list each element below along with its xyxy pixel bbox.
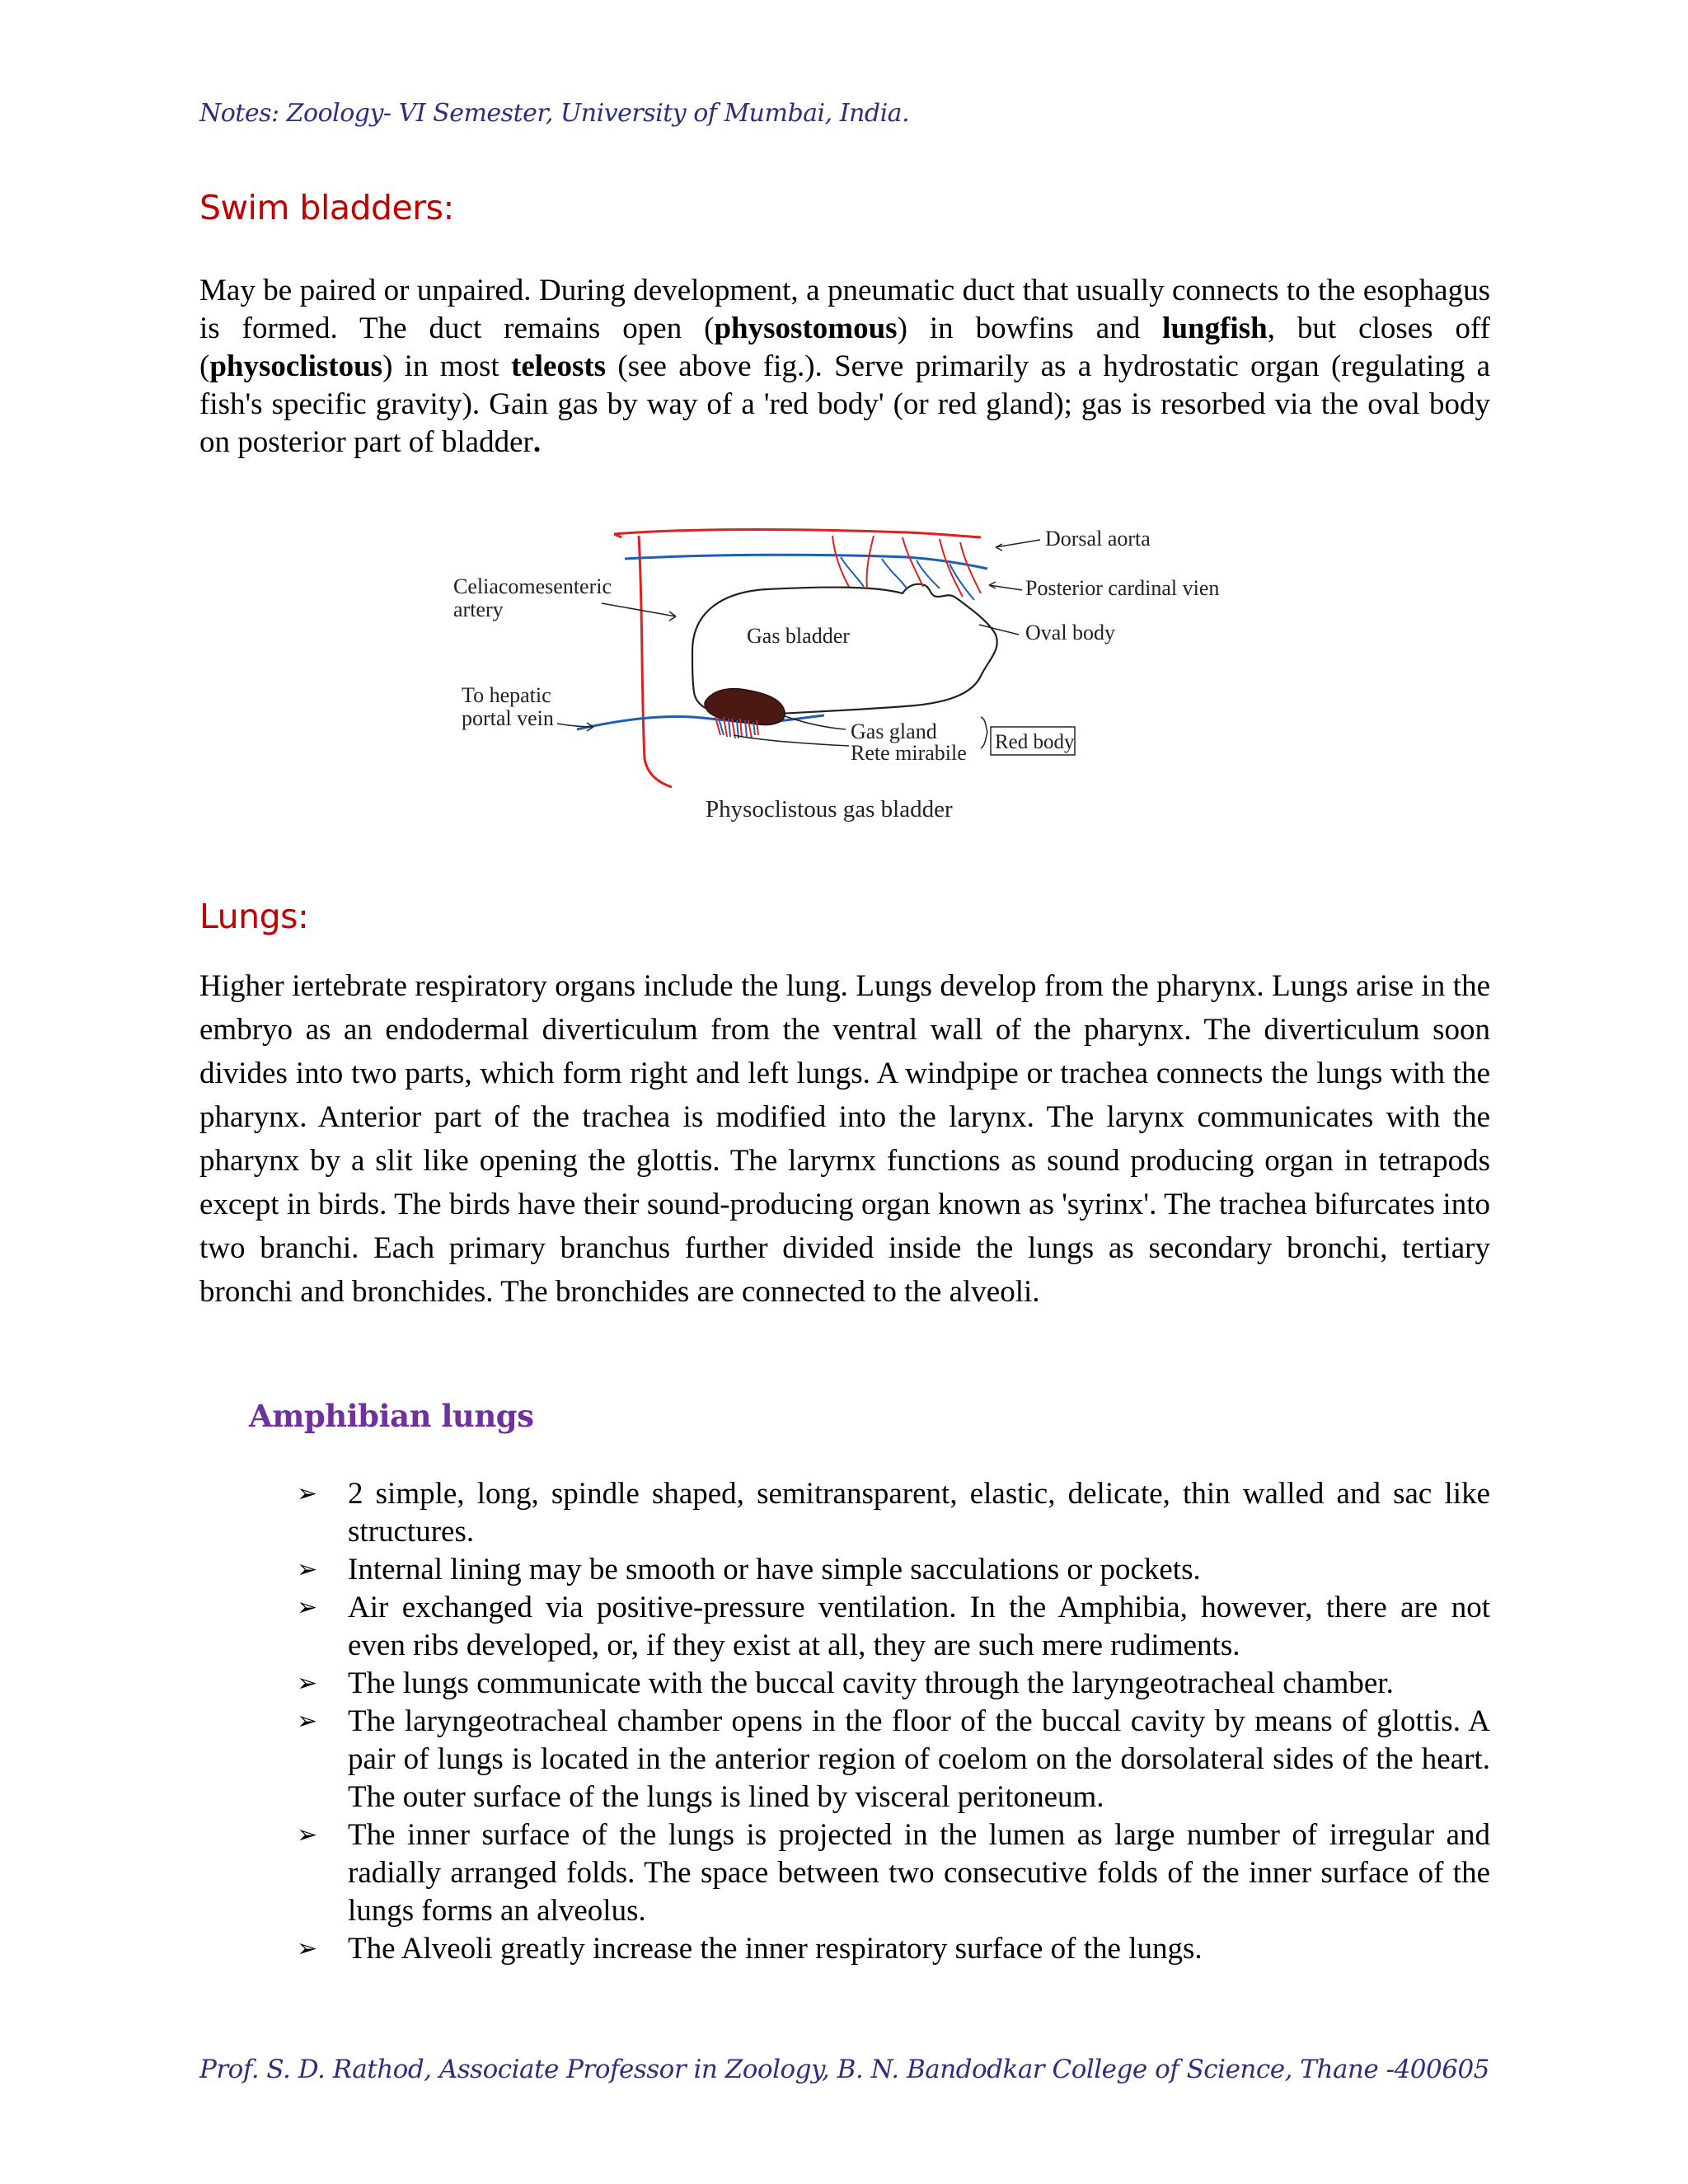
label-celiac-1: Celiacomesenteric bbox=[453, 574, 612, 598]
bullet-text: 2 simple, long, spindle shaped, semitransparent, elastic, delicate, thin walled and sac like structures. bbox=[348, 1477, 1490, 1549]
label-red-body: Red body bbox=[995, 731, 1075, 753]
label-celiac-2: artery bbox=[453, 598, 504, 621]
bullet-item bbox=[297, 1816, 1490, 1930]
bullet-text: Air exchanged via positive-pressure ventilation. In the Amphibia, however, there are not even ribs developed, or, if they exist at all, they are such mere rudiments. bbox=[348, 1591, 1490, 1662]
amphibian-lungs-list bbox=[297, 1475, 1490, 1968]
label-gas-gland: Gas gland bbox=[851, 719, 937, 743]
celiac-artery-vessel bbox=[639, 536, 672, 787]
label-posterior-cardinal: Posterior cardinal vien bbox=[1025, 576, 1220, 600]
bullet-text: The Alveoli greatly increase the inner respiratory surface of the lungs. bbox=[348, 1932, 1203, 1966]
lungs-paragraph: Higher iertebrate respiratory organs include the lung. Lungs develop from the pharynx. Lungs arise in the embryo as an endodermal diverticulum from the ventral wall of the pharynx. The diverticulum soon divides into two parts, which form right and left lungs. A windpipe or trachea connects the lungs with the pharynx. Anterior part of the trachea is modified into the larynx. The larynx communicates with the pharynx by a slit like opening the glottis. The laryrnx functions as sound producing organ in tetrapods except in birds. The birds have their sound-producing organ known as 'syrinx'. The trachea bifurcates into two branchi. Each primary branchus further divided inside the lungs as secondary bronchi, tertiary bronchi and bronchides. The bronchides are connected to the alveoli. bbox=[199, 969, 1490, 1309]
arrow-bullet-icon: ➢ bbox=[297, 1669, 318, 1698]
label-hepatic-1: To hepatic bbox=[462, 683, 551, 707]
bullet-text: Internal lining may be smooth or have simple sacculations or pockets. bbox=[348, 1553, 1201, 1586]
bullet-item bbox=[297, 1930, 1490, 1968]
bullet-item bbox=[297, 1589, 1490, 1665]
label-dorsal-aorta: Dorsal aorta bbox=[1045, 527, 1151, 551]
bullet-item bbox=[297, 1551, 1490, 1589]
arrow-bullet-icon: ➢ bbox=[297, 1934, 318, 1963]
posterior-cardinal-vein-vessel bbox=[625, 555, 987, 569]
section-title-swim-bladders: Swim bladders: bbox=[199, 188, 454, 227]
bullet-text: The lungs communicate with the buccal cavity through the laryngeotracheal chamber. bbox=[348, 1666, 1394, 1700]
label-gas-bladder: Gas bladder bbox=[747, 624, 850, 648]
bullet-text: The inner surface of the lungs is projected in the lumen as large number of irregular and radially arranged folds. The space between two consecutive folds of the inner surface of the lungs forms an alveolus. bbox=[348, 1818, 1490, 1928]
label-hepatic-2: portal vein bbox=[462, 706, 554, 730]
arrow-bullet-icon: ➢ bbox=[297, 1593, 318, 1622]
bullet-text: The laryngeotracheal chamber opens in the floor of the buccal cavity by means of glottis. A pair of lungs is located in the anterior region of coelom on the dorsolateral sides of the heart. The outer surface of the lungs is lined by visceral peritoneum. bbox=[348, 1704, 1490, 1814]
dorsal-aorta-vessel bbox=[614, 530, 981, 538]
figure-caption: Physoclistous gas bladder bbox=[706, 796, 953, 823]
arrow-bullet-icon: ➢ bbox=[297, 1707, 318, 1736]
bullet-item bbox=[297, 1703, 1490, 1816]
bullet-item bbox=[297, 1665, 1490, 1703]
arrow-bullet-icon: ➢ bbox=[297, 1821, 318, 1849]
page-header: Notes: Zoology- VI Semester, University of Mumbai, India. bbox=[199, 99, 910, 128]
label-rete-mirabile: Rete mirabile bbox=[851, 741, 967, 765]
swim-bladder-paragraph: May be paired or unpaired. During development, a pneumatic duct that usually connects to the esophagus is formed. The duct remains open (physostomous) in bowfins and lungfish, but closes off (physoclistous) in most teleosts (see above fig.). Serve primarily as a hydrostatic organ (regulating a fish's specific gravity). Gain gas by way of a 'red body' (or red gland); gas is resorbed via the oval body on posterior part of bladder. bbox=[199, 274, 1491, 459]
bullet-item bbox=[297, 1475, 1490, 1551]
label-oval-body: Oval body bbox=[1025, 621, 1116, 644]
oval-body-capillaries bbox=[832, 536, 981, 600]
section-title-lungs: Lungs: bbox=[199, 897, 309, 936]
physoclistous-gas-bladder-figure bbox=[445, 511, 1236, 857]
page-footer: Prof. S. D. Rathod, Associate Professor in Zoology, B. N. Bandodkar College of Science, Thane -400605 bbox=[199, 2055, 1489, 2084]
subsection-title-amphibian-lungs: Amphibian lungs bbox=[249, 1398, 534, 1434]
arrow-bullet-icon: ➢ bbox=[297, 1555, 318, 1584]
arrow-bullet-icon: ➢ bbox=[297, 1479, 318, 1508]
